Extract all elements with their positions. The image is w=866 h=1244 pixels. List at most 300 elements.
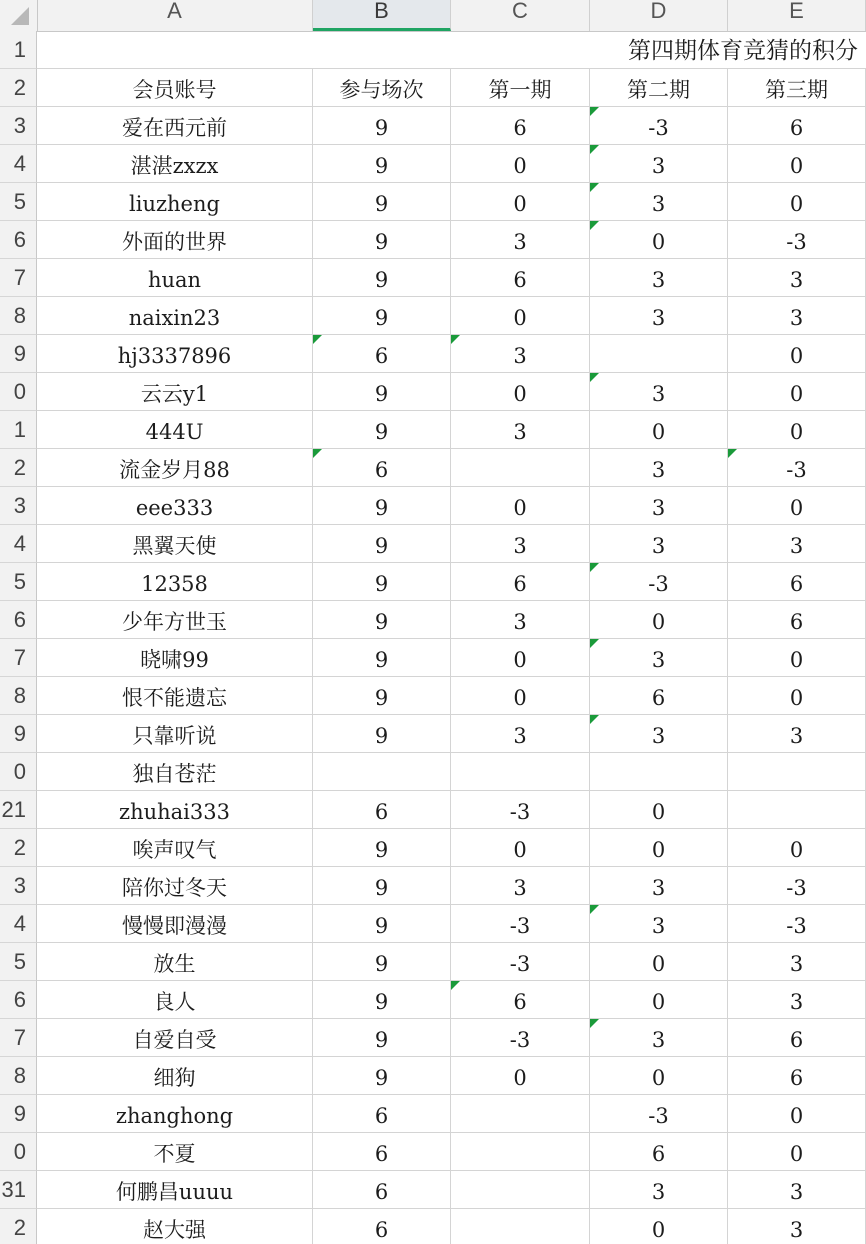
period3-cell-text: -3 (786, 230, 807, 254)
times-cell-text: 9 (374, 610, 389, 634)
period1-cell[interactable] (451, 145, 590, 183)
period3-cell[interactable] (728, 335, 866, 373)
period2-cell[interactable] (590, 943, 728, 981)
row-header[interactable]: 2 (0, 1209, 37, 1244)
period3-cell[interactable] (728, 145, 866, 183)
comment-flag-icon (313, 449, 322, 458)
period3-cell[interactable] (728, 411, 866, 449)
account-cell-text: 放生 (153, 952, 196, 976)
row-header[interactable]: 0 (0, 373, 37, 411)
times-cell[interactable] (313, 183, 451, 221)
period3-cell-text: 0 (789, 686, 804, 710)
row-header[interactable]: 9 (0, 335, 37, 373)
times-cell[interactable] (313, 639, 451, 677)
times-cell[interactable] (313, 715, 451, 753)
times-cell[interactable] (313, 335, 451, 373)
row-header[interactable]: 2 (0, 69, 37, 107)
row-header[interactable]: 4 (0, 145, 37, 183)
row-header[interactable]: 7 (0, 259, 37, 297)
row-header[interactable]: 5 (0, 943, 37, 981)
times-cell-text: 9 (374, 268, 389, 292)
times-cell-text: 9 (374, 154, 389, 178)
account-cell[interactable] (37, 297, 313, 335)
period2-cell[interactable] (590, 1133, 728, 1171)
period1-cell-text: 6 (513, 572, 527, 596)
period2-cell-text: 0 (651, 838, 666, 862)
times-cell-text: 9 (374, 838, 389, 862)
period2-cell-text: 3 (651, 1028, 666, 1052)
times-cell[interactable] (313, 411, 451, 449)
period1-cell[interactable] (451, 981, 590, 1019)
times-cell[interactable] (313, 107, 451, 145)
account-cell[interactable] (37, 1133, 313, 1171)
row-header[interactable]: 3 (0, 867, 37, 905)
account-cell[interactable] (37, 1019, 313, 1057)
header-cell[interactable] (37, 69, 313, 107)
account-cell-text: 恨不能遗忘 (122, 686, 227, 710)
times-cell-text: 9 (374, 534, 389, 558)
comment-flag-icon (590, 715, 599, 724)
comment-flag-icon (590, 145, 599, 154)
period1-cell-text: 0 (513, 192, 527, 216)
times-cell-text: 9 (374, 914, 389, 938)
period3-cell-text: 6 (789, 116, 804, 140)
row-header[interactable]: 6 (0, 221, 37, 259)
period1-cell-text: 3 (513, 610, 527, 634)
account-cell-text: hj3337896 (117, 344, 232, 368)
period1-cell[interactable] (451, 107, 590, 145)
row-header[interactable]: 0 (0, 1133, 37, 1171)
period2-cell[interactable] (590, 639, 728, 677)
period2-cell-text: 0 (651, 230, 666, 254)
account-cell[interactable] (37, 715, 313, 753)
period2-cell[interactable] (590, 601, 728, 639)
times-cell[interactable] (313, 297, 451, 335)
period1-cell-text: 3 (513, 534, 527, 558)
period1-cell[interactable] (451, 943, 590, 981)
row-header[interactable]: 2 (0, 829, 37, 867)
period2-cell-text: 3 (651, 914, 666, 938)
period1-cell-text: 6 (513, 116, 527, 140)
account-cell-text: 自爱自受 (132, 1028, 217, 1052)
period1-cell[interactable] (451, 525, 590, 563)
times-cell-text: 9 (374, 952, 389, 976)
account-cell[interactable] (37, 791, 313, 829)
times-cell[interactable] (313, 753, 451, 791)
period3-cell[interactable] (728, 639, 866, 677)
period2-cell-text: 3 (651, 534, 666, 558)
period3-cell-text: 6 (789, 1066, 804, 1090)
times-cell[interactable] (313, 1019, 451, 1057)
row-header[interactable]: 6 (0, 601, 37, 639)
header-cell[interactable] (451, 69, 590, 107)
account-cell-text: naixin23 (128, 306, 221, 330)
account-cell[interactable] (37, 373, 313, 411)
row-header[interactable]: 8 (0, 677, 37, 715)
period2-cell-text: 3 (651, 724, 666, 748)
period1-cell-text: 0 (513, 686, 527, 710)
header-cell[interactable] (728, 69, 866, 107)
comment-flag-icon (590, 639, 599, 648)
period3-cell-text: 0 (789, 496, 804, 520)
period3-cell[interactable] (728, 943, 866, 981)
period2-cell[interactable] (590, 525, 728, 563)
account-cell[interactable] (37, 525, 313, 563)
period3-cell-text: 3 (789, 534, 804, 558)
account-cell[interactable] (37, 107, 313, 145)
row-header[interactable]: 6 (0, 981, 37, 1019)
period1-cell-text: -3 (509, 800, 531, 824)
account-cell-text: zhanghong (115, 1104, 234, 1128)
period1-cell[interactable] (451, 373, 590, 411)
times-cell-text: 9 (374, 1028, 389, 1052)
period3-cell-text: 3 (789, 1180, 804, 1204)
account-cell-text: 慢慢即漫漫 (122, 914, 227, 938)
account-cell-text: 流金岁月88 (119, 458, 230, 482)
sheet-title-cell[interactable]: 第四期体育竞猜的积分 (37, 31, 866, 69)
times-cell[interactable] (313, 1095, 451, 1133)
period2-cell-text: 3 (651, 648, 666, 672)
times-cell[interactable] (313, 487, 451, 525)
period3-cell[interactable] (728, 867, 866, 905)
column-header-e[interactable]: E (728, 0, 866, 31)
column-header-b[interactable]: B (313, 0, 451, 31)
period2-cell[interactable] (590, 1057, 728, 1095)
period1-cell[interactable] (451, 829, 590, 867)
row-header[interactable]: 8 (0, 297, 37, 335)
period2-cell[interactable] (590, 715, 728, 753)
period3-cell-text: 0 (789, 382, 804, 406)
period1-cell[interactable] (451, 867, 590, 905)
period1-cell[interactable] (451, 297, 590, 335)
period1-cell[interactable] (451, 753, 590, 791)
times-cell[interactable] (313, 145, 451, 183)
account-cell[interactable] (37, 753, 313, 791)
times-cell-text: 9 (374, 990, 389, 1014)
times-cell-text: 6 (374, 458, 389, 482)
period2-cell-text: 3 (651, 306, 666, 330)
account-cell[interactable] (37, 145, 313, 183)
period3-cell[interactable] (728, 297, 866, 335)
row-header[interactable]: 9 (0, 1095, 37, 1133)
period1-cell[interactable] (451, 183, 590, 221)
account-cell-text: 独自苍茫 (132, 762, 217, 786)
period2-cell-text: 3 (651, 1180, 666, 1204)
period1-cell[interactable] (451, 601, 590, 639)
account-cell[interactable] (37, 1209, 313, 1244)
account-cell[interactable] (37, 221, 313, 259)
period3-cell-text: 3 (789, 724, 804, 748)
period2-cell-text: 0 (651, 990, 666, 1014)
period2-cell[interactable] (590, 1095, 728, 1133)
period3-cell[interactable] (728, 373, 866, 411)
account-cell-text: 爱在西元前 (122, 116, 227, 140)
period1-cell[interactable] (451, 487, 590, 525)
period3-cell-text: 0 (789, 838, 804, 862)
period1-cell[interactable] (451, 1095, 590, 1133)
times-cell[interactable] (313, 1133, 451, 1171)
account-cell-text: 细狗 (153, 1066, 196, 1090)
account-cell-text: 只靠听说 (132, 724, 217, 748)
account-cell-text: eee333 (135, 496, 214, 520)
period1-cell-text: -3 (509, 1028, 531, 1052)
period2-cell[interactable] (590, 1171, 728, 1209)
account-cell-text: 外面的世界 (122, 230, 227, 254)
row-header[interactable]: 7 (0, 1019, 37, 1057)
times-cell-text: 9 (374, 876, 389, 900)
account-cell[interactable] (37, 1095, 313, 1133)
period3-cell-text: 0 (789, 344, 804, 368)
period3-cell[interactable] (728, 1209, 866, 1244)
account-cell[interactable] (37, 259, 313, 297)
period3-cell-text: 3 (789, 1218, 804, 1242)
period2-cell[interactable] (590, 259, 728, 297)
period3-cell[interactable] (728, 1133, 866, 1171)
column-header-a[interactable]: A (37, 0, 313, 31)
period2-cell-text: 0 (651, 800, 666, 824)
period1-cell-text: -3 (509, 914, 531, 938)
times-cell[interactable] (313, 981, 451, 1019)
period1-cell[interactable] (451, 411, 590, 449)
account-cell-text: 何鹏昌uuuu (115, 1180, 234, 1204)
account-cell[interactable] (37, 905, 313, 943)
account-cell[interactable] (37, 411, 313, 449)
row-header[interactable]: 4 (0, 525, 37, 563)
period3-cell[interactable] (728, 221, 866, 259)
header-cell-text: 参与场次 (339, 78, 424, 102)
period2-cell-text: 3 (651, 458, 666, 482)
period1-cell[interactable] (451, 1057, 590, 1095)
comment-flag-icon (590, 107, 599, 116)
period2-cell[interactable] (590, 107, 728, 145)
period3-cell[interactable] (728, 183, 866, 221)
times-cell[interactable] (313, 943, 451, 981)
period3-cell[interactable] (728, 791, 866, 829)
period1-cell[interactable] (451, 221, 590, 259)
comment-flag-icon (451, 335, 460, 344)
row-header[interactable]: 3 (0, 487, 37, 525)
period2-cell[interactable] (590, 867, 728, 905)
period2-cell[interactable] (590, 753, 728, 791)
account-cell-text: 444U (145, 420, 204, 444)
period2-cell[interactable] (590, 1209, 728, 1244)
times-cell-text: 6 (374, 1218, 389, 1242)
period2-cell-text: 6 (651, 686, 666, 710)
period1-cell[interactable] (451, 259, 590, 297)
times-cell[interactable] (313, 525, 451, 563)
account-cell[interactable] (37, 601, 313, 639)
period3-cell-text: -3 (786, 914, 807, 938)
period1-cell-text: -3 (509, 952, 531, 976)
row-header[interactable]: 9 (0, 715, 37, 753)
account-cell-text: 良人 (153, 990, 196, 1014)
period1-cell-text: 0 (513, 648, 527, 672)
header-cell-text: 会员账号 (132, 78, 217, 102)
row-header[interactable]: 0 (0, 753, 37, 791)
period1-cell[interactable] (451, 1133, 590, 1171)
period3-cell[interactable] (728, 1171, 866, 1209)
row-header[interactable]: 1 (0, 411, 37, 449)
account-cell[interactable] (37, 867, 313, 905)
account-cell-text: 陪你过冬天 (122, 876, 227, 900)
period3-cell[interactable] (728, 829, 866, 867)
account-cell-text: 晓啸99 (140, 648, 209, 672)
period2-cell[interactable] (590, 411, 728, 449)
period3-cell-text: 3 (789, 268, 804, 292)
times-cell[interactable] (313, 677, 451, 715)
period2-cell[interactable] (590, 297, 728, 335)
row-header[interactable]: 31 (0, 1171, 37, 1209)
period3-cell[interactable] (728, 259, 866, 297)
period2-cell[interactable] (590, 145, 728, 183)
period3-cell-text: 0 (789, 648, 804, 672)
period1-cell[interactable] (451, 715, 590, 753)
account-cell-text: 湛湛zxzx (130, 154, 219, 178)
column-header-d[interactable]: D (590, 0, 728, 31)
period2-cell[interactable] (590, 791, 728, 829)
period2-cell[interactable] (590, 1019, 728, 1057)
header-cell[interactable] (313, 69, 451, 107)
period3-cell-text: -3 (786, 876, 807, 900)
times-cell[interactable] (313, 905, 451, 943)
account-cell[interactable] (37, 487, 313, 525)
times-cell[interactable] (313, 563, 451, 601)
row-header[interactable]: 8 (0, 1057, 37, 1095)
period3-cell-text: 3 (789, 306, 804, 330)
period2-cell[interactable] (590, 829, 728, 867)
row-header[interactable]: 7 (0, 639, 37, 677)
account-cell[interactable] (37, 829, 313, 867)
period2-cell-text: -3 (648, 572, 669, 596)
period2-cell-text: 3 (651, 268, 666, 292)
period3-cell[interactable] (728, 753, 866, 791)
column-header-c[interactable]: C (451, 0, 590, 31)
account-cell[interactable] (37, 1171, 313, 1209)
period1-cell-text: 3 (513, 344, 527, 368)
header-cell[interactable] (590, 69, 728, 107)
period2-cell[interactable] (590, 677, 728, 715)
times-cell[interactable] (313, 829, 451, 867)
account-cell[interactable] (37, 677, 313, 715)
account-cell[interactable] (37, 449, 313, 487)
period2-cell-text: 0 (651, 610, 666, 634)
row-header[interactable]: 5 (0, 183, 37, 221)
period2-cell-text: 0 (651, 1066, 666, 1090)
period1-cell-text: 3 (513, 724, 527, 748)
period3-cell[interactable] (728, 487, 866, 525)
period1-cell-text: 3 (513, 230, 527, 254)
account-cell[interactable] (37, 639, 313, 677)
account-cell[interactable] (37, 981, 313, 1019)
period3-cell[interactable] (728, 601, 866, 639)
times-cell[interactable] (313, 221, 451, 259)
period3-cell[interactable] (728, 563, 866, 601)
period1-cell[interactable] (451, 335, 590, 373)
times-cell[interactable] (313, 867, 451, 905)
times-cell[interactable] (313, 1209, 451, 1244)
account-cell-text: 不夏 (153, 1142, 196, 1166)
period2-cell[interactable] (590, 905, 728, 943)
period1-cell[interactable] (451, 563, 590, 601)
times-cell[interactable] (313, 259, 451, 297)
times-cell[interactable] (313, 373, 451, 411)
period2-cell[interactable] (590, 183, 728, 221)
times-cell[interactable] (313, 1171, 451, 1209)
period3-cell[interactable] (728, 525, 866, 563)
period3-cell[interactable] (728, 449, 866, 487)
account-cell-text: liuzheng (129, 192, 220, 216)
period3-cell-text: 0 (789, 420, 804, 444)
period2-cell[interactable] (590, 221, 728, 259)
period2-cell-text: 3 (651, 876, 666, 900)
period1-cell[interactable] (451, 791, 590, 829)
comment-flag-icon (590, 563, 599, 572)
comment-flag-icon (728, 449, 737, 458)
period1-cell[interactable] (451, 1171, 590, 1209)
period2-cell[interactable] (590, 981, 728, 1019)
period1-cell[interactable] (451, 1019, 590, 1057)
times-cell[interactable] (313, 601, 451, 639)
comment-flag-icon (451, 981, 460, 990)
select-all-corner[interactable] (0, 0, 38, 31)
row-header[interactable]: 4 (0, 905, 37, 943)
period2-cell[interactable] (590, 487, 728, 525)
period3-cell[interactable] (728, 1019, 866, 1057)
row-header[interactable]: 5 (0, 563, 37, 601)
period3-cell[interactable] (728, 981, 866, 1019)
times-cell-text: 6 (374, 344, 389, 368)
period3-cell[interactable] (728, 1057, 866, 1095)
times-cell[interactable] (313, 449, 451, 487)
account-cell[interactable] (37, 335, 313, 373)
row-header[interactable]: 2 (0, 449, 37, 487)
account-cell[interactable] (37, 563, 313, 601)
period3-cell-text: 0 (789, 154, 804, 178)
period3-cell[interactable] (728, 677, 866, 715)
period2-cell[interactable] (590, 449, 728, 487)
period1-cell-text: 0 (513, 496, 527, 520)
period2-cell[interactable] (590, 563, 728, 601)
account-cell[interactable] (37, 943, 313, 981)
times-cell[interactable] (313, 1057, 451, 1095)
period3-cell[interactable] (728, 905, 866, 943)
period1-cell[interactable] (451, 449, 590, 487)
row-header[interactable]: 3 (0, 107, 37, 145)
period2-cell-text: -3 (648, 1104, 669, 1128)
period3-cell-text: 6 (789, 1028, 804, 1052)
period2-cell[interactable] (590, 335, 728, 373)
account-cell[interactable] (37, 183, 313, 221)
period2-cell-text: 3 (651, 496, 666, 520)
period1-cell[interactable] (451, 639, 590, 677)
period3-cell[interactable] (728, 715, 866, 753)
period2-cell-text: -3 (648, 116, 669, 140)
period3-cell[interactable] (728, 107, 866, 145)
comment-flag-icon (590, 183, 599, 192)
period1-cell[interactable] (451, 677, 590, 715)
times-cell[interactable] (313, 791, 451, 829)
period3-cell[interactable] (728, 1095, 866, 1133)
account-cell-text: zhuhai333 (119, 800, 230, 824)
period3-cell-text: 3 (789, 952, 804, 976)
period1-cell[interactable] (451, 905, 590, 943)
period2-cell[interactable] (590, 373, 728, 411)
comment-flag-icon (590, 221, 599, 230)
period1-cell[interactable] (451, 1209, 590, 1244)
row-header[interactable]: 21 (0, 791, 37, 829)
row-header[interactable]: 1 (0, 31, 37, 69)
account-cell[interactable] (37, 1057, 313, 1095)
